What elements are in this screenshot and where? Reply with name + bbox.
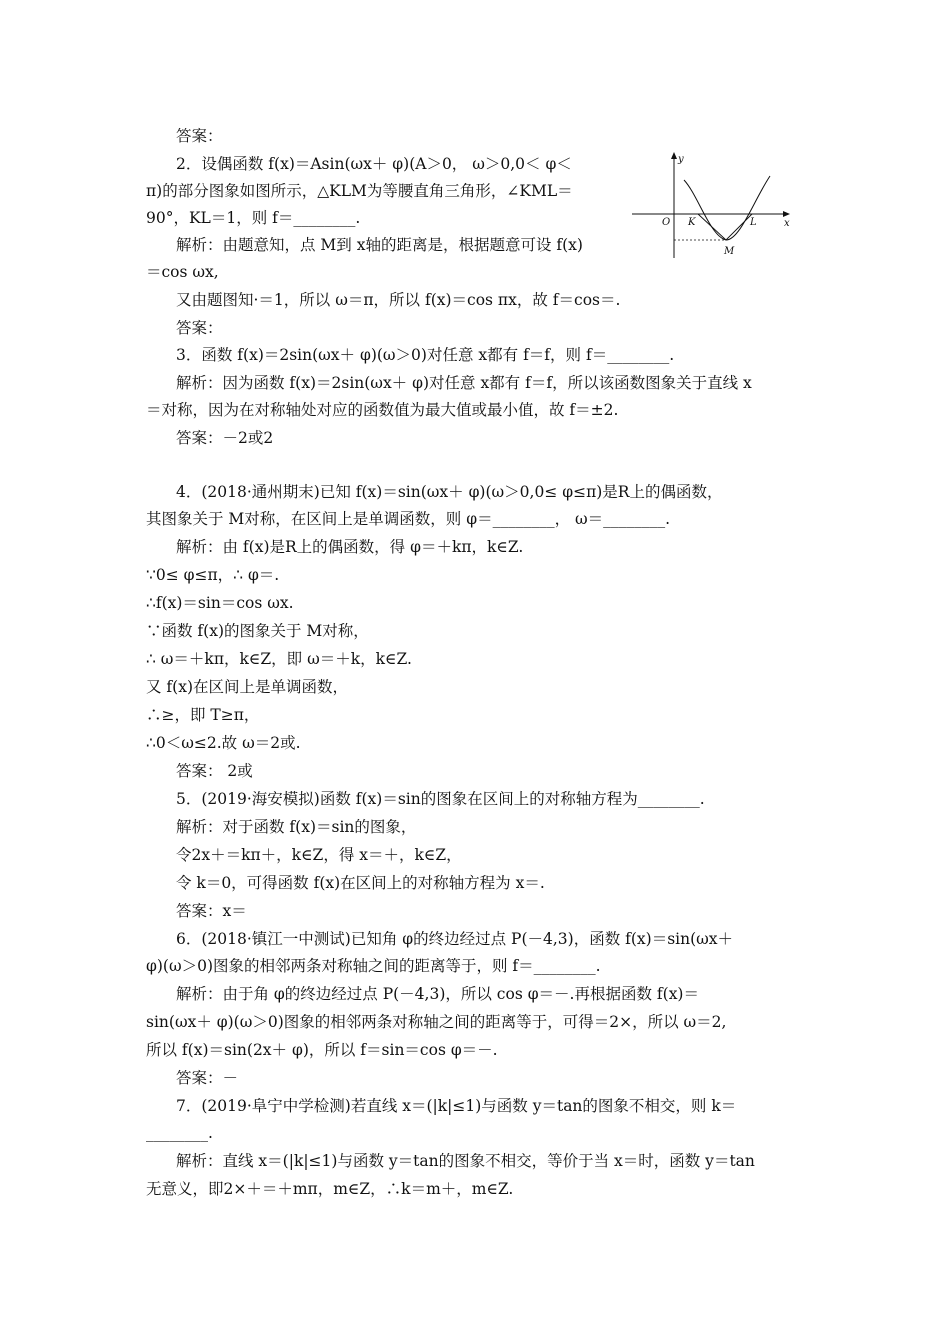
text-line: ＝cos ωx, xyxy=(146,263,219,281)
text-line: ∴0＜ω≤2.故 ω＝2或. xyxy=(146,734,301,752)
label-l: L xyxy=(750,217,757,228)
text-line: 解析：由于角 φ的终边经过点 P(－4,3)，所以 cos φ＝－.再根据函数 f(x)＝ xyxy=(176,985,699,1003)
text-line: ∵0≤ φ≤π，∴ φ＝. xyxy=(146,566,280,584)
text-line: 又由题图知·＝1，所以 ω＝π，所以 f(x)＝cos πx，故 f＝cos＝. xyxy=(176,291,621,309)
text-line: ∴f(x)＝sin＝cos ωx. xyxy=(146,594,294,612)
text-line: 答案： xyxy=(176,319,223,337)
text-line: 答案：－2或2 xyxy=(176,429,274,447)
text-line: ∴≥，即 T≥π， xyxy=(146,706,260,724)
text-line: 令2x＋＝kπ＋，k∈Z，得 x＝＋，k∈Z， xyxy=(176,846,462,864)
text-line: ＝对称，因为在对称轴处对应的函数值为最大值或最小值，故 f＝±2. xyxy=(146,401,619,419)
text-line: 令 k＝0，可得函数 f(x)在区间上的对称轴方程为 x＝. xyxy=(176,874,545,892)
text-line: 解析：直线 x＝(|k|≤1)与函数 y＝tan的图象不相交，等价于当 x＝时，函数 y＝tan xyxy=(176,1152,755,1170)
label-k: K xyxy=(688,217,696,228)
text-line: ________. xyxy=(146,1124,213,1142)
text-line: 2．设偶函数 f(x)＝Asin(ωx＋ φ)(A＞0， ω＞0,0＜ φ＜ xyxy=(176,155,572,173)
label-y: y xyxy=(678,154,684,165)
label-origin: O xyxy=(662,217,671,228)
function-curve xyxy=(684,176,770,240)
text-line: π)的部分图象如图所示，△KLM为等腰直角三角形，∠KML＝ xyxy=(146,182,573,200)
text-line: 解析：由 f(x)是R上的偶函数，得 φ＝＋kπ，k∈Z. xyxy=(176,538,524,556)
text-line: 4．(2018·通州期末)已知 f(x)＝sin(ωx＋ φ)(ω＞0,0≤ φ≤π)是R上的偶函数， xyxy=(176,483,723,501)
function-graph-figure xyxy=(632,150,794,260)
y-axis-arrow-icon xyxy=(671,152,677,159)
label-m: M xyxy=(724,246,735,257)
text-line: 答案：－ xyxy=(176,1069,239,1087)
text-line: 又 f(x)在区间上是单调函数， xyxy=(146,678,349,696)
text-line: 7．(2019·阜宁中学检测)若直线 x＝(|k|≤1)与函数 y＝tan的图象不相交，则 k＝ xyxy=(176,1097,737,1115)
text-line: 所以 f(x)＝sin(2x＋ φ)，所以 f＝sin＝cos φ＝－. xyxy=(146,1041,498,1059)
text-line: 解析：由题意知，点 M到 x轴的距离是，根据题意可设 f(x) xyxy=(176,236,583,254)
text-line: 其图象关于 M对称，在区间上是单调函数，则 φ＝________， ω＝________. xyxy=(146,510,671,528)
text-line: 解析：因为函数 f(x)＝2sin(ωx＋ φ)对任意 x都有 f＝f，所以该函数图象关于直线 x xyxy=(176,374,752,392)
text-line: 5．(2019·海安模拟)函数 f(x)＝sin的图象在区间上的对称轴方程为________. xyxy=(176,790,705,808)
text-line: 答案： xyxy=(176,127,223,145)
text-line: 解析：对于函数 f(x)＝sin的图象， xyxy=(176,818,417,836)
text-line: 6．(2018·镇江一中测试)已知角 φ的终边经过点 P(－4,3)，函数 f(x)＝sin(ωx＋ xyxy=(176,930,734,948)
text-line: ∵函数 f(x)的图象关于 M对称， xyxy=(146,622,369,640)
x-axis-arrow-icon xyxy=(783,211,790,217)
text-line: 3．函数 f(x)＝2sin(ωx＋ φ)(ω＞0)对任意 x都有 f＝f，则 f＝________. xyxy=(176,346,675,364)
text-line: 答案： 2或 xyxy=(176,762,253,780)
text-line: ∴ ω＝＋kπ，k∈Z，即 ω＝＋k，k∈Z. xyxy=(146,650,412,668)
text-line: 无意义，即2×＋＝＋mπ，m∈Z，∴k＝m＋，m∈Z. xyxy=(146,1180,514,1198)
text-line: φ)(ω＞0)图象的相邻两条对称轴之间的距离等于，则 f＝________. xyxy=(146,957,601,975)
text-line: sin(ωx＋ φ)(ω＞0)图象的相邻两条对称轴之间的距离等于，可得＝2×，所以 ω＝2, xyxy=(146,1013,727,1031)
label-x: x xyxy=(784,218,790,229)
text-line: 90°，KL＝1，则 f＝________. xyxy=(146,209,361,227)
text-line: 答案：x＝ xyxy=(176,902,247,920)
